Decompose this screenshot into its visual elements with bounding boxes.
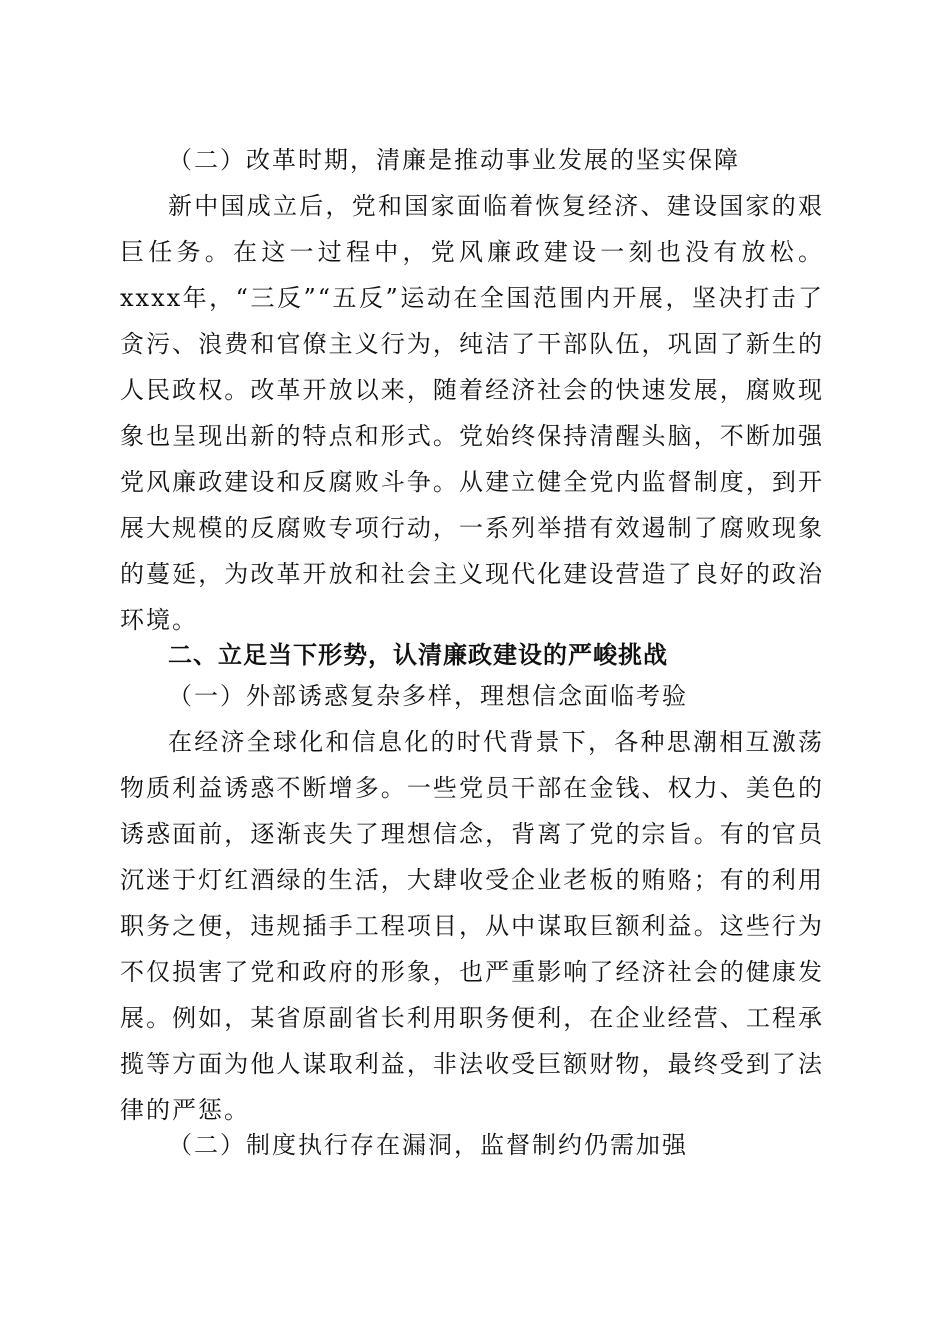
section-heading-2: 二、立足当下形势，认清廉政建设的严峻挑战 [168, 641, 668, 669]
text-block-section-2-body [120, 673, 824, 1133]
text-block-upper [120, 137, 824, 643]
text-block-section-2-heading [120, 632, 824, 678]
text-block-section-2-sub2 [120, 1122, 824, 1168]
paragraph-reform-period: 新中国成立后，党和国家面临着恢复经济、建设国家的艰巨任务。在这一过程中，党风廉政建设一刻也没有放松。xxxx年，“三反”“五反”运动在全国范围内开展，坚决打击了贪污、浪费和官僚主义行为，纯洁了干部队伍，巩固了新生的人民政权。改革开放以来，随着经济社会的快速发展，腐败现象也呈现出新的特点和形式。党始终保持清醒头脑，不断加强党风廉政建设和反腐败斗争。从建立健全党内监督制度，到开展大规模的反腐败专项行动，一系列举措有效遏制了腐败现象的蔓延，为改革开放和社会主义现代化建设营造了良好的政治环境。 [120, 192, 824, 634]
subsection-title-reform-period: （二）改革时期，清廉是推动事业发展的坚实保障 [168, 146, 740, 174]
subsection-title-system-execution: （二）制度执行存在漏洞，监督制约仍需加强 [168, 1131, 688, 1159]
subsection-title-external-temptation: （一）外部诱惑复杂多样，理想信念面临考验 [168, 682, 688, 710]
paragraph-external-temptation: 在经济全球化和信息化的时代背景下，各种思潮相互激荡物质利益诱惑不断增多。一些党员干部在金钱、权力、美色的诱惑面前，逐渐丧失了理想信念，背离了党的宗旨。有的官员沉迷于灯红酒绿的生活，大肆收受企业老板的贿赂；有的利用职务之便，违规插手工程项目，从中谋取巨额利益。这些行为不仅损害了党和政府的形象，也严重影响了经济社会的健康发展。例如，某省原副省长利用职务便利，在企业经营、工程承揽等方面为他人谋取利益，非法收受巨额财物，最终受到了法律的严惩。 [120, 728, 824, 1124]
